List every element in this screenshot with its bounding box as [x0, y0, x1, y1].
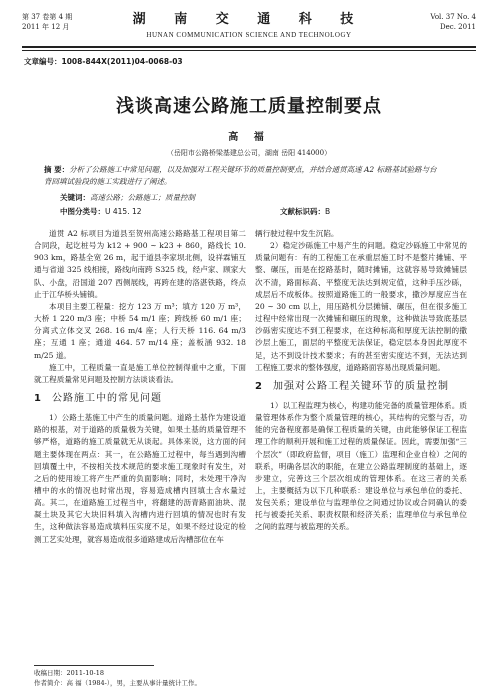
clc-label: 中图分类号：: [60, 207, 105, 216]
doc-value: B: [325, 207, 331, 216]
section-number: 2: [255, 380, 263, 392]
keywords: [60, 192, 195, 203]
abstract-label: 摘 要：: [44, 165, 70, 174]
doc-label: 文献标识码：: [280, 207, 325, 216]
section-heading-1: [34, 392, 246, 406]
section-number: 1: [34, 393, 42, 405]
body-paragraph: 辆行驶过程中发生沉陷。: [255, 229, 339, 238]
body-paragraph: 2）稳定沙砾施工中易产生的问题。稳定沙砾施工中常见的质量问题有：有的工程施工在承重层施工时不是整片摊铺、平整、碾压，而是在挖路基时，随时摊铺，这就容易导致摊铺层次不清，路面标高、平整度无法达到规定值，这种手压沙砾，成层后不成板体。按照道路施工的一般要求，撒沙厚度应当在 20 ~ 30 cm 以上，用压路机分层摊铺、碾压，但在很多施工过程中经常出现一次摊铺和碾压的现象，这种做法导致底基层沙砾密实度达不到工程要求，在这种标高和厚度无法控制的撒沙层上施工，面层的平整度无法保证，稳定层本身因此厚度不足，达不到设计技术要求；有的甚至密实度达不到，无法达到工程施工要求的整体强度，道路路面容易出现质量问题。: [255, 241, 467, 372]
document-code: [280, 206, 330, 217]
journal-name-cn: 湖 南 交 通 科 技: [132, 12, 366, 27]
header-date-en: Dec. 2011: [440, 23, 476, 31]
body-paragraph: 道贯 A2 标项目为道县至贺州高速公路路基工程项目第二合同段，起讫桩号为 k12 + 900 ~ k23 + 860，路线长 10. 903 km，路基全宽 26 m，起于道县李家坝北侧，设祥霖铺互通与省道 325 线相接，路线向南跨 S325 线，经卢家、顾家大队、小盘，沿国道 207 西侧展线，再跨在建的洛湛铁路，终点止于江华桥头铺镇。: [34, 229, 246, 299]
abstract-text: 分析了公路施工中常见问题，以及加强对工程关键环节的质量控制要点，并结合通贯高速 A2 标路基试验路与台背回填试验段的施工实践进行了阐述。: [44, 165, 437, 186]
article-number: 文章编号：1008-844X(2011)04-0068-03: [24, 57, 183, 66]
abstract: [44, 164, 438, 188]
section-title: 加强对公路工程关键环节的质量控制: [272, 380, 449, 392]
author-bio: 作者简介：高 福（1984-），男，主要从事计量统计工作。: [34, 679, 202, 687]
header-volume: 第 37 卷第 4 期: [22, 13, 73, 21]
paper-title: 浅谈高速公路施工质量控制要点: [116, 96, 382, 117]
author-affiliation: （岳阳市公路桥梁基建总公司，湖南 岳阳 414000）: [166, 149, 332, 157]
clc-number: [60, 206, 142, 217]
left-column: [34, 228, 246, 546]
right-column: [255, 228, 467, 534]
running-header: [22, 8, 476, 46]
clc-value: U 415. 12: [105, 207, 142, 216]
body-paragraph: 本项目主要工程量：挖方 123 万 m³；填方 120 万 m³，大桥 1 220 m/3 座；中桥 54 m/1 座；跨线桥 60 m/1 座；分离式立体交叉 268. 16 m/4 座；人行天桥 116. 64 m/3 座；互通 1 座；通道 464. 57 m/14 座；盖板涵 932. 18 m/25 道。: [34, 301, 246, 360]
footnote-rule: [34, 665, 154, 666]
author-name: 高 福: [228, 132, 270, 143]
received-date: 收稿日期：2011-10-18: [34, 669, 104, 677]
header-rule-thin: [22, 50, 476, 51]
body-paragraph: 施工中，工程质量一直是施工单位控制得重中之重，下面就工程质量常见问题及控制方法谈谈看法。: [34, 362, 246, 384]
body-paragraph: 1）公路土基施工中产生的质量问题。道路土基作为建设道路的根基，对于道路的质量极为关键，如果土基的质量管理不够严格，道路的施工质量就无从谈起。具体来说，这方面的问题主要体现在两点：其一，在公路施工过程中，每当遇到沟槽回填覆土中，不按相关技术规范的要求施工现象时有发生，对之后的使用竣工将产生严重的负面影响；同时，未处理干净沟槽中的水的情况也时常出现，容易造成槽内回填土含水量过高。其二，在道路施工过程当中，将翻建的沥青路面油块、混凝土块及其它大块旧料填入沟槽内进行回填的情况也时有发生，这种做法容易造成填料压实度不足，如果不经过设定的检测工艺实处理，就容易造成很多道路建成后沟槽部位在车: [34, 413, 246, 544]
body-paragraph: 1）以工程监理为核心，构建功能完备的质量管理体系。质量管理体系作为整个质量管理的核心，其结构的完整与否，功能的完备程度都是确保工程质量的关键，由此能够保证工程监理工作的顺利开展和施工过程的质量保证。因此，需要加强“三个层次”（即政府监督，项目（施工）监理和企业自检）之间的联系，明确各层次的职能，在建立公路监理制度的基础上，逐步建立，完善这三个层次组成的管理体系。在这三者的关系上，主要概括为以下几种联系：建设单位与承包单位的委托、发包关系；建设单位与监理单位之间通过协议或合同确认的委托与被委托关系、职责权限和经济关系；监理单位与承包单位之间的监理与被监理的关系。: [255, 400, 467, 532]
header-right: [430, 12, 476, 32]
section-title: 公路施工中的常见问题: [51, 393, 162, 405]
header-volume-en: Vol. 37 No. 4: [430, 13, 476, 21]
journal-name-en: HUNAN COMMUNICATION SCIENCE AND TECHNOLOGY: [146, 31, 352, 39]
header-date: 2011 年 12 月: [22, 23, 70, 31]
keywords-label: 关键词：: [60, 193, 90, 202]
header-center: [22, 8, 476, 39]
header-rule-thick: [22, 46, 476, 48]
section-heading-2: [255, 380, 467, 394]
keywords-text: 高速公路；公路施工；质量控制: [90, 193, 195, 202]
footnote: [34, 668, 201, 688]
